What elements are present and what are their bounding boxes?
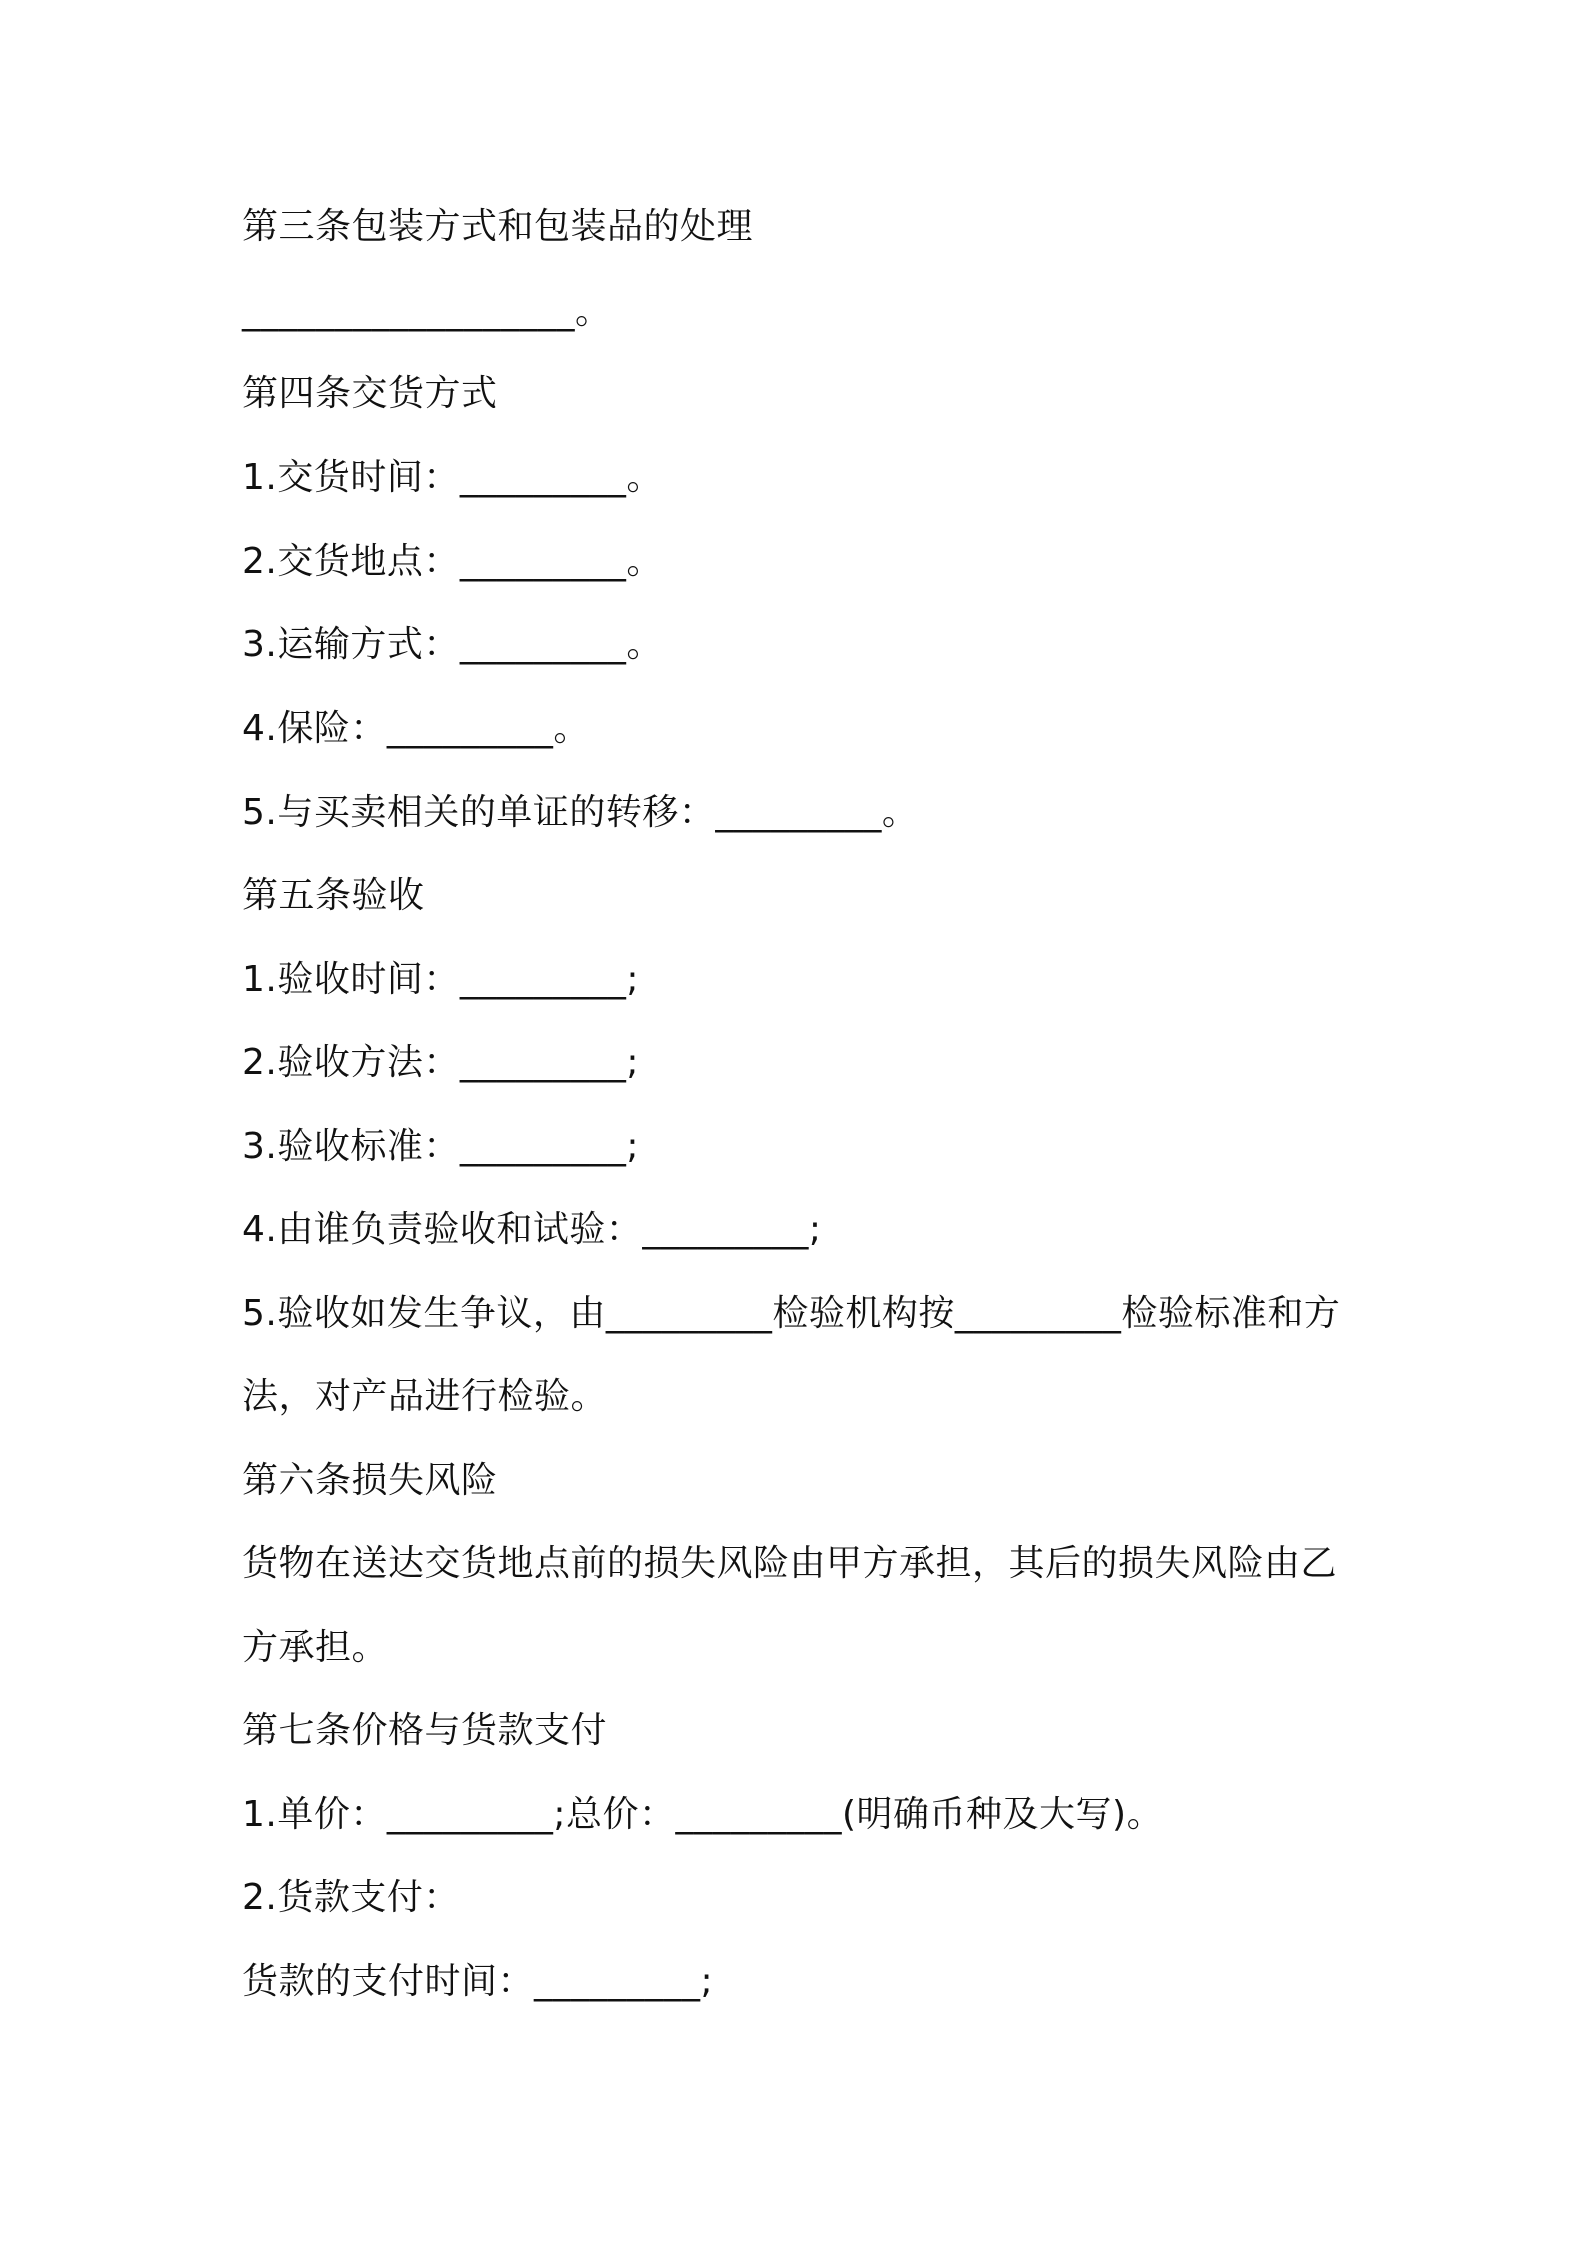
article-6-heading: 第六条损失风险	[242, 1460, 498, 1501]
payment-heading-line: 2.货款支付：	[242, 1877, 460, 1918]
document-transfer-line: 5.与买卖相关的单证的转移：_________。	[242, 792, 919, 833]
risk-text-line-1: 货物在送达交货地点前的损失风险由甲方承担，其后的损失风险由乙	[242, 1543, 1338, 1584]
article-3-heading: 第三条包装方式和包装品的处理	[242, 206, 754, 247]
transport-method-line: 3.运输方式：_________。	[242, 624, 663, 665]
inspection-method-line: 2.验收方法：_________;	[242, 1042, 639, 1083]
article-7-heading: 第七条价格与货款支付	[242, 1710, 608, 1751]
inspection-responsibility-line: 4.由谁负责验收和试验：_________;	[242, 1209, 822, 1250]
article-4-heading: 第四条交货方式	[242, 373, 498, 414]
inspection-standard-line: 3.验收标准：_________;	[242, 1126, 639, 1167]
article-3-blank: __________________。	[242, 291, 612, 332]
inspection-dispute-line-2: 法，对产品进行检验。	[242, 1376, 608, 1417]
price-line: 1.单价：_________;总价：_________(明确币种及大写)。	[242, 1794, 1164, 1835]
payment-time-line: 货款的支付时间：_________;	[242, 1961, 714, 2002]
inspection-time-line: 1.验收时间：_________;	[242, 959, 639, 1000]
article-5-heading: 第五条验收	[242, 875, 425, 916]
insurance-line: 4.保险：_________。	[242, 708, 590, 749]
delivery-place-line: 2.交货地点：_________。	[242, 541, 663, 582]
risk-text-line-2: 方承担。	[242, 1627, 389, 1668]
inspection-dispute-line-1: 5.验收如发生争议，由_________检验机构按_________检验标准和方	[242, 1293, 1341, 1334]
delivery-time-line: 1.交货时间：_________。	[242, 457, 663, 498]
